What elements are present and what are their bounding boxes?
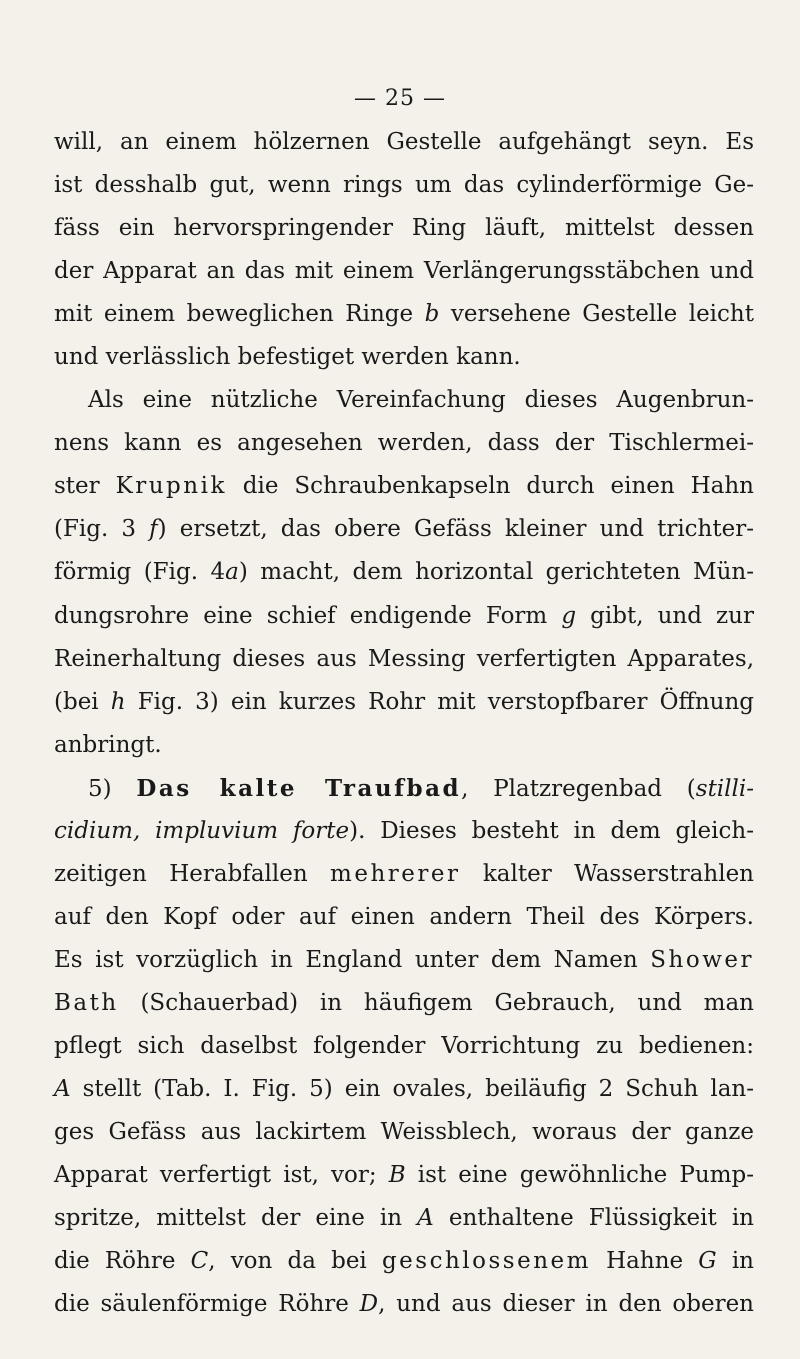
paragraph-start: Als eine nützliche Vereinfachung dieses Augenbrun-: [88, 387, 754, 414]
text-line: förmig (Fig. 4a) macht, dem horizontal gerichteten Mün-: [54, 559, 754, 586]
text-line: die säulenförmige Röhre D, und aus dieser in den oberen: [54, 1291, 754, 1318]
text-line: ster Krupnik die Schraubenkapseln durch einen Hahn: [54, 473, 754, 500]
text-line: auf den Kopf oder auf einen andern Theil des Körpers.: [54, 903, 754, 930]
text-line: Es ist vorzüglich in England unter dem Namen Shower: [54, 946, 754, 973]
text-line: pflegt sich daselbst folgender Vorrichtung zu bedienen:: [54, 1032, 754, 1059]
text-line: (bei h Fig. 3) ein kurzes Rohr mit verstopfbarer Öffnung: [54, 688, 754, 715]
body-text: [54, 121, 754, 1326]
text-line: mit einem beweglichen Ringe b versehene Gestelle leicht: [54, 301, 754, 328]
text-line: die Röhre C, von da bei geschlossenem Hahne G in: [54, 1248, 754, 1275]
text-line: der Apparat an das mit einem Verlängerungsstäbchen und: [54, 258, 754, 285]
text-line: will, an einem hölzernen Gestelle aufgehängt seyn. Es: [54, 129, 754, 155]
text-line: (Fig. 3 f) ersetzt, das obere Gefäss kleiner und trichter-: [54, 516, 754, 543]
text-line: Apparat verfertigt ist, vor; B ist eine gewöhnliche Pump-: [54, 1162, 754, 1189]
text-line: ist desshalb gut, wenn rings um das cylinderförmige Ge-: [54, 172, 754, 199]
page-number: — 25 —: [354, 86, 446, 111]
text-line: fäss ein hervorspringender Ring läuft, mittelst dessen: [54, 215, 754, 242]
text-line: zeitigen Herabfallen mehrerer kalter Wasserstrahlen: [54, 860, 754, 887]
section-heading: Das kalte Traufbad: [136, 774, 462, 802]
text-line: ges Gefäss aus lackirtem Weissblech, woraus der ganze: [54, 1119, 754, 1146]
text-line: spritze, mittelst der eine in A enthaltene Flüssigkeit in: [54, 1205, 754, 1232]
person-name: Krupnik: [115, 473, 227, 500]
text-line: A stellt (Tab. I. Fig. 5) ein ovales, beiläufig 2 Schuh lan-: [54, 1076, 754, 1103]
text-line: anbringt.: [54, 731, 162, 758]
text-line: und verlässlich befestiget werden kann.: [54, 344, 521, 371]
section-heading-line: 5) Das kalte Traufbad, Platzregenbad (stilli-: [88, 774, 755, 802]
text-line: cidium, impluvium forte). Dieses besteht in dem gleich-: [54, 817, 754, 844]
text-line: nens kann es angesehen werden, dass der Tischlermei-: [54, 430, 754, 457]
text-line: Reinerhaltung dieses aus Messing verfertigten Apparates,: [54, 645, 754, 672]
text-line: dungsrohre eine schief endigende Form g gibt, und zur: [54, 602, 754, 629]
text-line: Bath (Schauerbad) in häufigem Gebrauch, und man: [54, 989, 754, 1016]
